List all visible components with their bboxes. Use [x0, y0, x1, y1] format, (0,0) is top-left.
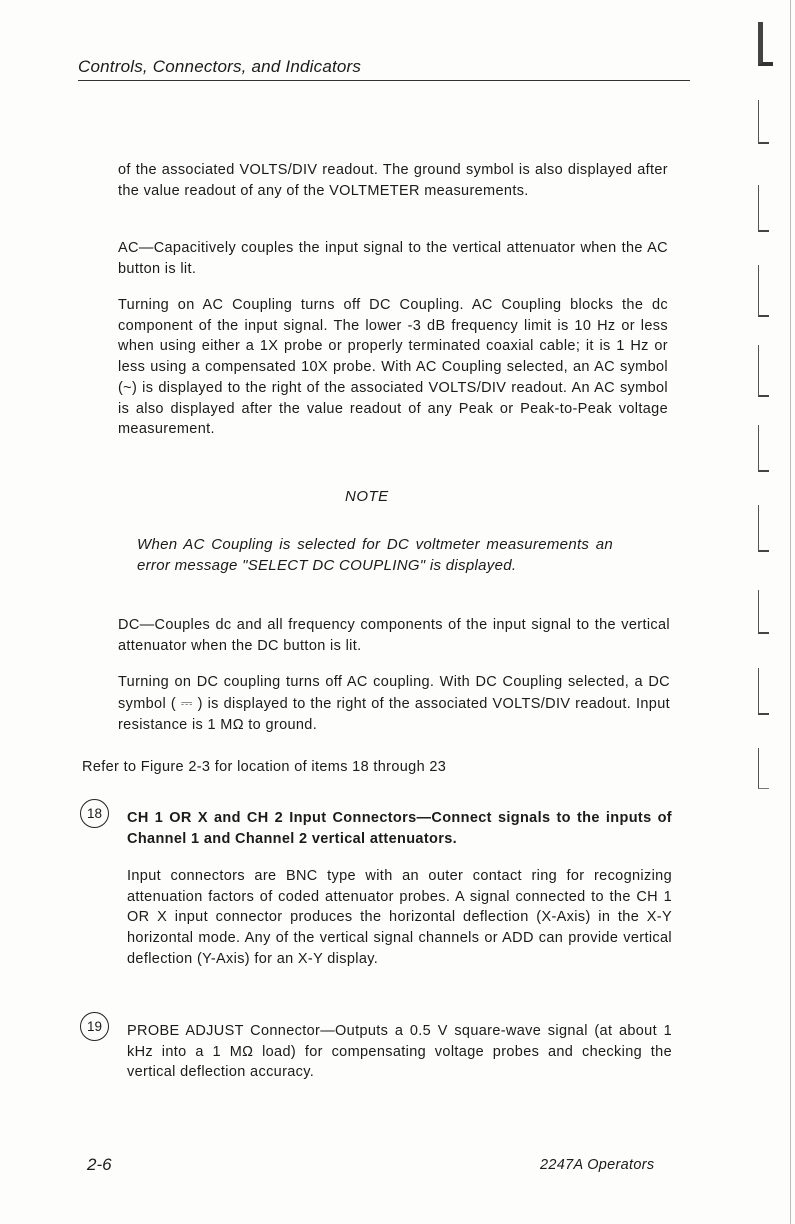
item-number-circle-19: 19: [80, 1012, 109, 1041]
item-19-lead: PROBE ADJUST Connector—Outputs a 0.5 V square-wave signal (at about 1 kHz into a 1 MΩ load) for compensating voltage probes and checking the vertical deflection accuracy.: [127, 1023, 672, 1081]
page-edge-line: [790, 0, 791, 1224]
paragraph-figure-reference: Refer to Figure 2-3 for location of items 18 through 23: [82, 759, 447, 775]
manual-title: 2247A Operators: [540, 1157, 655, 1173]
edge-tab: [758, 668, 769, 715]
item-18-lead: CH 1 OR X and CH 2 Input Connectors—Connect signals to the inputs of Channel 1 and Channel 2 vertical attenuators.: [127, 810, 672, 847]
paragraph-dc-coupling-detail: Turning on DC coupling turns off AC coupling. With DC Coupling selected, a DC symbol ( ⎓ ) is displayed to the right of the associated VOLTS/DIV readout. Input resistance is 1 MΩ to ground.: [118, 674, 670, 733]
paragraph-dc-coupling-intro: DC—Couples dc and all frequency components of the input signal to the vertical attenuator when the DC button is lit.: [118, 617, 670, 654]
item-number-circle-18: 18: [80, 799, 109, 828]
edge-tab: [758, 748, 769, 789]
edge-tab: [758, 100, 769, 144]
note-body: When AC Coupling is selected for DC voltmeter measurements an error message "SELECT DC COUPLING" is displayed.: [137, 536, 613, 574]
note-title: NOTE: [345, 488, 389, 505]
edge-tab: [758, 505, 769, 552]
paragraph-ac-coupling-intro: AC—Capacitively couples the input signal to the vertical attenuator when the AC button is lit.: [118, 240, 668, 277]
edge-tab-markers: [752, 0, 795, 1224]
edge-tab: [758, 22, 773, 66]
paragraph-ground-symbol: of the associated VOLTS/DIV readout. The ground symbol is also displayed after the value readout of any of the VOLTMETER measurements.: [118, 162, 668, 199]
item-18-detail: Input connectors are BNC type with an outer contact ring for recognizing attenuation factors of coded attenuator probes. A signal connected to the CH 1 OR X input connector produces the horizontal deflection (X-Axis) in the X-Y horizontal mode. Any of the vertical signal channels or ADD can provide vertical deflection (Y-Axis) for an X-Y display.: [127, 868, 672, 967]
page-header: Controls, Connectors, and Indicators: [78, 57, 690, 81]
edge-tab: [758, 425, 769, 472]
edge-tab: [758, 590, 769, 634]
edge-tab: [758, 345, 769, 397]
edge-tab: [758, 185, 769, 232]
edge-tab: [758, 265, 769, 317]
paragraph-ac-coupling-detail: Turning on AC Coupling turns off DC Coupling. AC Coupling blocks the dc component of the input signal. The lower -3 dB frequency limit is 10 Hz or less when using either a 1X probe or properly terminated coaxial cable; it is 1 Hz or less using a compensated 10X probe. With AC Coupling selected, an AC symbol (~) is displayed to the right of the associated VOLTS/DIV readout. An AC symbol is also displayed after the value readout of any Peak or Peak-to-Peak voltage measurement.: [118, 297, 668, 438]
page-number: 2-6: [87, 1155, 112, 1174]
